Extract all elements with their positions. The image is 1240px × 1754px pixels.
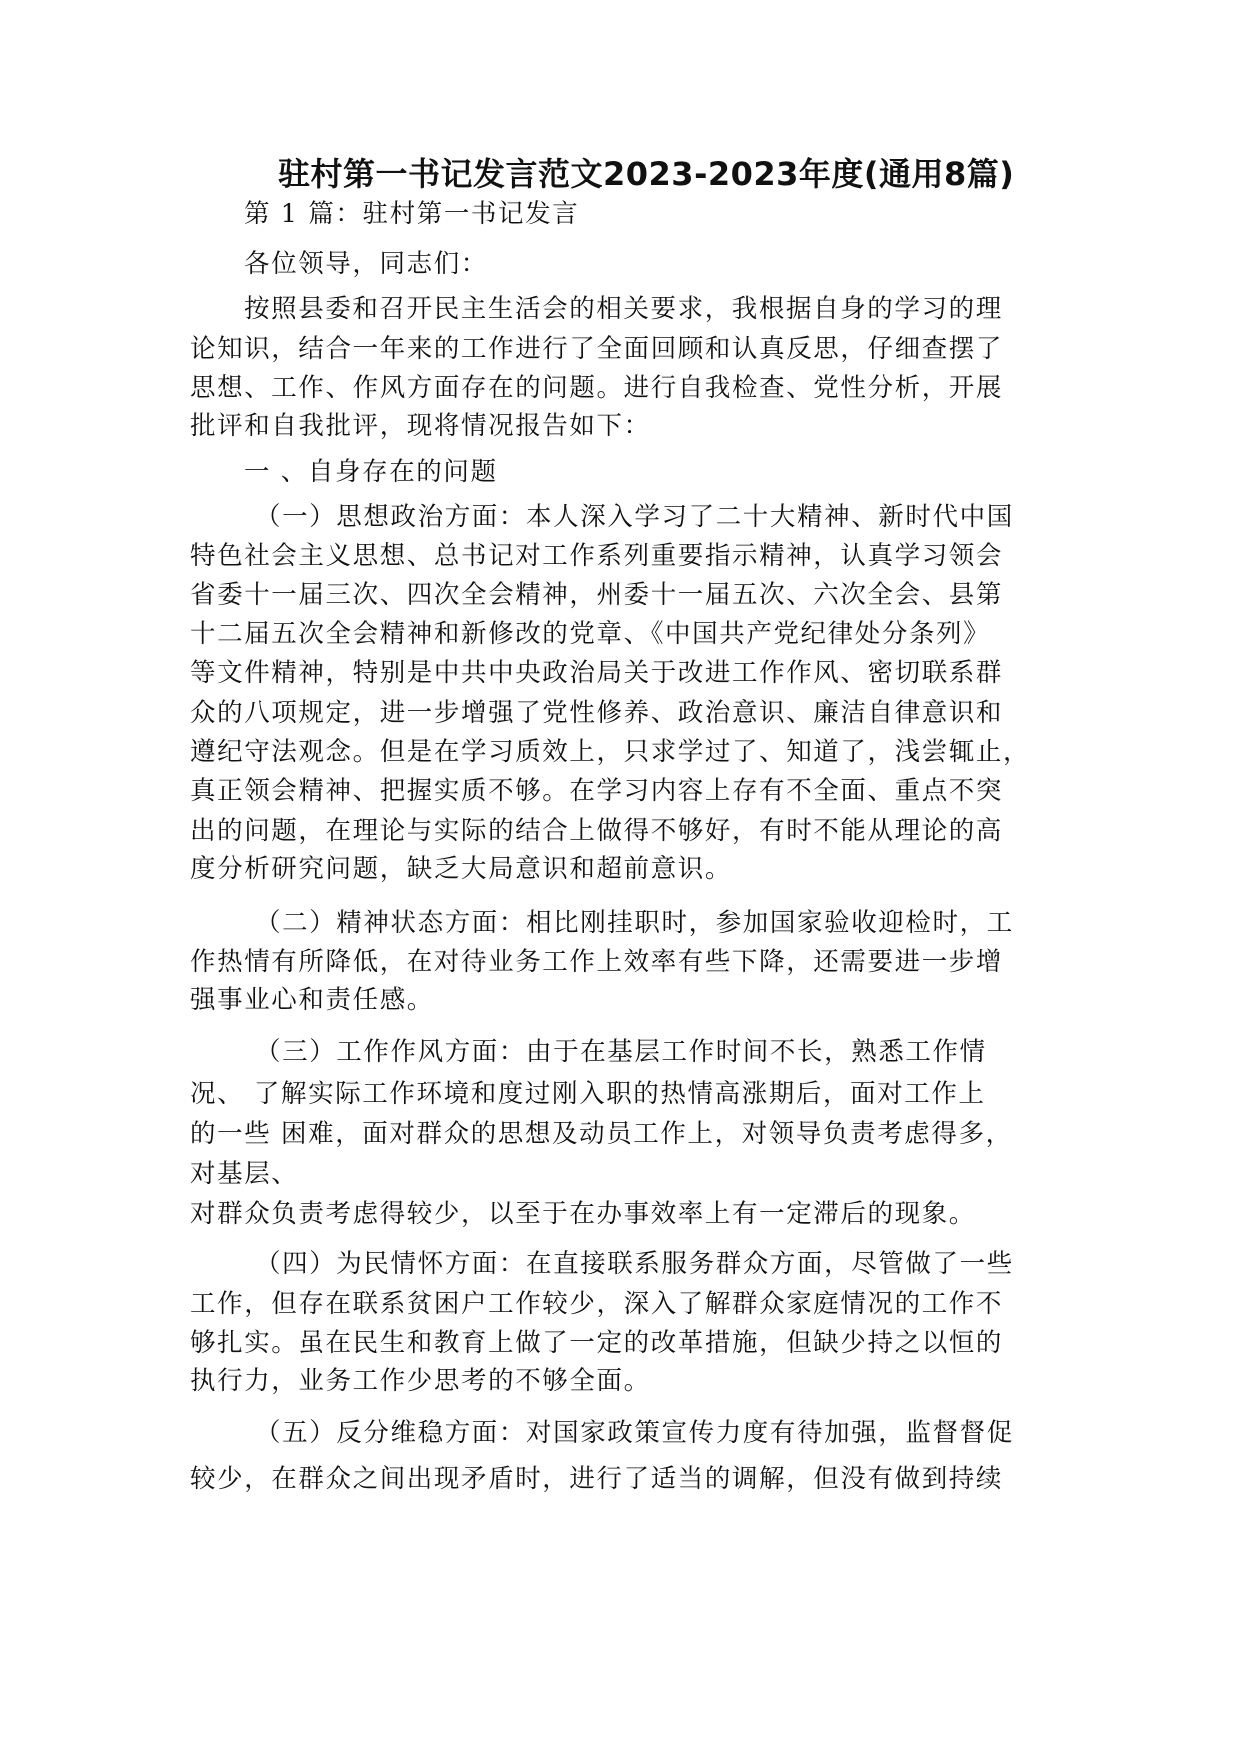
para1-line: 众的八项规定，进一步增强了党性修养、政治意识、廉洁自律意识和 — [190, 698, 1004, 728]
para3-line: 的一些 困难，面对群众的思想及动员工作上，对领导负责考虑得多， — [190, 1119, 1013, 1149]
para2-line: （二）精神状态方面：相比刚挂职时，参加国家验收迎检时，工 — [255, 908, 1014, 938]
para1-line: 遵纪守法观念。但是在学习质效上，只求学过了、知道了，浅尝辄止， — [190, 737, 1031, 767]
intro-line: 按照县委和召开民主生活会的相关要求，我根据自身的学习的理 — [244, 294, 1003, 324]
para4-line: （四）为民情怀方面：在直接联系服务群众方面，尽管做了一些 — [255, 1249, 1014, 1279]
para4-line: 工作，但存在联系贫困户工作较少，深入了解群众家庭情况的工作不 — [190, 1289, 1004, 1319]
para5-line: 较少，在群众之间出现矛盾时，进行了适当的调解，但没有做到持续 — [190, 1464, 1004, 1494]
section-heading: 一 、自身存在的问题 — [244, 457, 498, 487]
intro-line: 论知识，结合一年来的工作进行了全面回顾和认真反思，仔细查摆了 — [190, 334, 1004, 364]
para3-line: 况、 了解实际工作环境和度过刚入职的热情高涨期后，面对工作上 — [190, 1079, 986, 1109]
document-title: 驻村第一书记发言范文2023-2023年度(通用8篇) — [278, 155, 1015, 193]
intro-line: 批评和自我批评，现将情况报告如下： — [190, 411, 651, 441]
chapter-heading: 第 1 篇：驻村第一书记发言 — [244, 199, 580, 229]
para1-line: 特色社会主义思想、总书记对工作系列重要指示精神，认真学习领会 — [190, 541, 1004, 571]
para1-line: 等文件精神，特别是中共中央政治局关于改进工作作风、密切联系群 — [190, 658, 1004, 688]
para5-line: （五）反分维稳方面：对国家政策宣传力度有待加强，监督督促 — [255, 1418, 1014, 1448]
para4-line: 执行力，业务工作少思考的不够全面。 — [190, 1366, 651, 1396]
greeting: 各位领导，同志们： — [244, 249, 488, 279]
para3-line: 对基层、 — [190, 1159, 299, 1189]
para1-line: 度分析研究问题，缺乏大局意识和超前意识。 — [190, 854, 733, 884]
para1-line: 省委十一届三次、四次全会精神，州委十一届五次、六次全会、县第 — [190, 580, 1004, 610]
para1-line: 真正领会精神、把握实质不够。在学习内容上存有不全面、重点不突 — [190, 776, 1004, 806]
para3-line: 对群众负责考虑得较少，以至于在办事效率上有一定滞后的现象。 — [190, 1199, 976, 1229]
intro-line: 思想、工作、作风方面存在的问题。进行自我检查、党性分析，开展 — [190, 373, 1004, 403]
para2-line: 强事业心和责任感。 — [190, 985, 434, 1015]
para3-line: （三）工作作风方面：由于在基层工作时间不长，熟悉工作情 — [255, 1037, 987, 1067]
para1-line: 出的问题，在理论与实际的结合上做得不够好，有时不能从理论的高 — [190, 816, 1004, 846]
para2-line: 作热情有所降低，在对待业务工作上效率有些下降，还需要进一步增 — [190, 947, 1004, 977]
para1-line: 十二届五次全会精神和新修改的党章、《中国共产党纪律处分条列》 — [190, 619, 991, 649]
para4-line: 够扎实。虽在民生和教育上做了一定的改革措施，但缺少持之以恒的 — [190, 1328, 1004, 1358]
para1-line: （一）思想政治方面：本人深入学习了二十大精神、新时代中国 — [255, 502, 1014, 532]
